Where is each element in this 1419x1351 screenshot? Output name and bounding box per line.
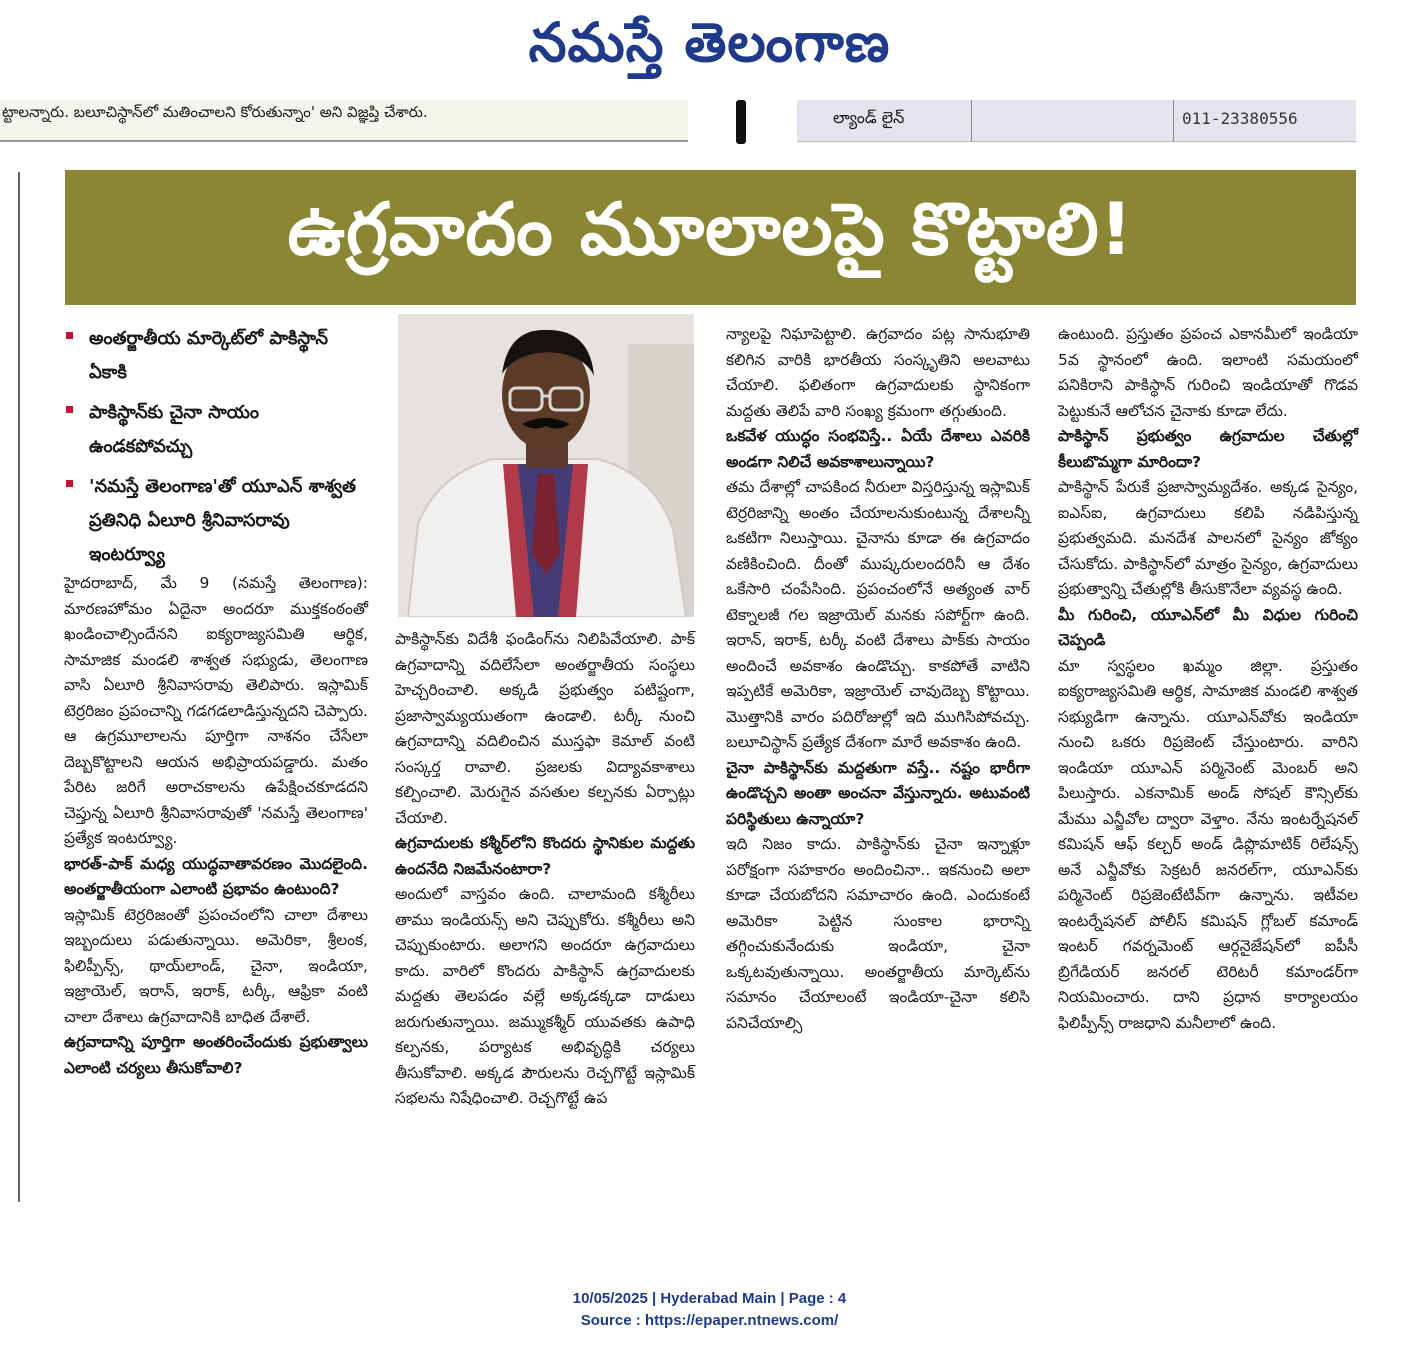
article-intro: హైదరాబాద్, మే 9 (నమస్తే తెలంగాణ): మారణహోమం ఏదైనా అందరూ ముక్తకంఠంతో ఖండించాల్సిందేనని ఐక్యరాజ్యసమితి ఆర్థిక, సామాజిక మండలి శాశ్వత సభ్యుడు, తెలంగాణ వాసి ఏలూరి శ్రీనివాసరావు తెలిపారు. ఇస్లామిక్ టెర్రరిజం ప్రపంచాన్ని గడగడలాడిస్తున్నదని చెప్పారు. ఆ ఉగ్రమూలాలను పూర్తిగా నాశనం చేసేలా దెబ్బకొట్టాలని ఆయన అభిప్రాయపడ్డారు. మతం పేరిట జరిగే అరాచకాలను ఉపేక్షించకూడదని చెప్తున్న ఏలూరి శ్రీనివాసరావుతో 'నమస్తే తెలంగాణ' ప్రత్యేక ఇంటర్వ్యూ. <box>64 574 368 847</box>
bullet-icon <box>66 406 73 413</box>
interview-question: భారత్-పాక్ మధ్య యుద్ధవాతావరణం మొదలైంది. అంతర్జాతీయంగా ఎలాంటి ప్రభావం ఉంటుంది? <box>64 854 368 898</box>
bullet-icon <box>66 332 73 339</box>
page-footer <box>0 1288 1419 1332</box>
interview-answer: తమ దేశాల్లో చాపకింద నీరులా విస్తరిస్తున్న ఇస్లామిక్ టెర్రరిజాన్ని అంతం చేయాలనుకుంటున్న దేశాలన్నీ ఒకటిగా నిలుస్తాయి. చైనాను కూడా ఈ ఉగ్రవాదం వణికించింది. దీంతో ముష్కరులందరినీ ఆ దేశం ఒకేసారి చంపేసింది. ప్రపంచంలోనే అత్యంత వార్ టెక్నాలజీ గల ఇజ్రాయెల్ మనకు సపోర్ట్‌గా ఉంది. ఇరాన్, ఇరాక్, టర్కీ వంటి దేశాలు పాక్‌కు సాయం అందించే అవకాశం ఉండొచ్చు. కాకపోతే వాటిని ఇప్పటికే అమెరికా, ఇజ్రాయెల్ చావుదెబ్బ కొట్టాయి. మొత్తానికి వారం పదిరోజుల్లో ఇది ముగిసిపోవచ్చు. బలూచిస్థాన్ ప్రత్యేక దేశంగా మారే అవకాశం ఉంది. <box>726 478 1030 751</box>
interview-question: పాకిస్థాన్ ప్రభుత్వం ఉగ్రవాదుల చేతుల్లో కీలుబొమ్మగా మారిందా? <box>1058 427 1358 471</box>
article-column-1 <box>64 571 368 1081</box>
article-column-2 <box>395 627 695 1112</box>
interview-question: ఉగ్రవాదులకు కశ్మీర్‌లోని కొందరు స్థానికుల మద్దతు ఉందనేది నిజమేనంటారా? <box>395 834 695 878</box>
divider-mark <box>736 100 746 144</box>
headline: ఉగ్రవాదం మూలాలపై కొట్టాలి! <box>287 186 1134 271</box>
article-column-4 <box>1058 322 1358 1036</box>
interview-question: చైనా పాకిస్థాన్‌కు మద్దతుగా వస్తే.. నష్టం భారీగా ఉండొచ్చని అంతా అంచనా వేస్తున్నారు. అటువంటి పరిస్థితులు ఉన్నాయా? <box>726 758 1030 828</box>
interview-question: ఉగ్రవాదాన్ని పూర్తిగా అంతరించేందుకు ప్రభుత్వాలు ఎలాంటి చర్యలు తీసుకోవాలి? <box>64 1033 368 1077</box>
highlights-list <box>66 322 366 578</box>
person-illustration <box>398 314 694 617</box>
highlight-item <box>66 396 366 464</box>
interview-answer: ఇది నిజం కాదు. పాకిస్థాన్‌కు చైనా ఇన్నాళ్లూ పరోక్షంగా సహకారం అందించినా.. ఇకనుంచి అలా కూడా చేయబోదని సమాచారం ఉంది. ఎందుకంటే అమెరికా పెట్టిన సుంకాల భారాన్ని తగ్గించుకునేందుకు ఇండియా, చైనా ఒక్కటవుతున్నాయి. అంతర్జాతీయ మార్కెట్‌ను సమానం చేయాలంటే ఇండియా-చైనా కలిసి పనిచేయాల్సి <box>726 835 1030 1032</box>
edition-info: 10/05/2025 | Hyderabad Main | Page : 4 <box>572 1290 847 1307</box>
portrait-photo <box>398 314 694 617</box>
interview-answer: మా స్వస్థలం ఖమ్మం జిల్లా. ప్రస్తుతం ఐక్యరాజ్యసమితి ఆర్థిక, సామాజిక మండలి శాశ్వత సభ్యుడిగా ఉన్నాను. యూఎన్‌వోకు ఇండియా నుంచి ఒకరు రిప్రజెంట్ చేస్తుంటారు. వారిని ఇండియా యూఎన్ పర్మినెంట్ మెంబర్ అని పిలుస్తారు. ఎకనామిక్ అండ్ సోషల్ కౌన్సిల్‌కు మేము ఎన్జీవోల ద్వారా వెళ్తాం. నేను ఇంటర్నేషనల్ కమిషన్ ఆఫ్ కల్చర్ అండ్ డిప్లొమాటిక్ రిలేషన్స్ అనే ఎన్జీవోకు సెక్రటరీ జనరల్‌గా, యూఎన్‌కు పర్మినెంట్ రిప్రజెంటేటివ్‌గా ఉన్నాను. ఇటీవల ఇంటర్నేషనల్ పోలీస్ కమిషన్ గ్లోబల్ కమాండ్ ఇంటర్ గవర్నమెంట్ ఆర్గనైజేషన్‌లో ఐపీసీ బ్రిగేడియర్ జనరల్ టెరిటరీ కమాండర్‌గా నియమించారు. దాని ప్రధాన కార్యాలయం ఫిలిప్పీన్స్ రాజధాని మనీలాలో ఉంది. <box>1058 656 1358 1032</box>
landline-label: ల్యాండ్ లైన్ <box>833 108 905 127</box>
bullet-icon <box>66 480 73 487</box>
interview-question: ఒకవేళ యుద్ధం సంభవిస్తే.. ఏయే దేశాలు ఎవరికి అండగా నిలిచే అవకాశాలున్నాయి? <box>726 427 1030 471</box>
headline-banner <box>65 170 1356 305</box>
column-divider <box>971 100 972 142</box>
interview-answer: ఇస్లామిక్ టెర్రరిజంతో ప్రపంచంలోని చాలా దేశాలు ఇబ్బందులు పడుతున్నాయి. అమెరికా, శ్రీలంక, ఫిలిప్పీన్స్, థాయ్‌లాండ్, చైనా, ఇండియా, ఇజ్రాయెల్, ఇరాన్, ఇరాక్, టర్కీ, ఆఫ్రికా వంటి చాలా దేశాలు ఉగ్రవాదానికి బాధిత దేశాలే. <box>64 905 368 1026</box>
source-link[interactable]: Source : https://epaper.ntnews.com/ <box>580 1312 839 1329</box>
interview-question: మీ గురించి, యూఎన్‌లో మీ విధుల గురించి చెప్పండి <box>1058 605 1358 649</box>
masthead-logo: నమస్తే తెలంగాణ <box>528 10 891 74</box>
interview-answer: అందులో వాస్తవం ఉంది. చాలామంది కశ్మీరీలు తాము ఇండియన్స్ అని చెప్పుకోరు. కశ్మీరీలు అని చెప్పుకుంటారు. అలాగని అందరూ ఉగ్రవాదులు కాదు. వారిలో కొందరు పాకిస్థాన్ ఉగ్రవాదులకు మద్దతు తెలపడం వల్లే అక్కడక్కడా దాడులు జరుగుతున్నాయి. జమ్ముకశ్మీర్ యువతకు ఉపాధి కల్పనకు, పర్యాటక అభివృద్ధికి చర్యలు తీసుకోవాలి. అక్కడ పౌరులను రెచ్చగొట్టే ఇస్లామిక్ సభలను నిషేధించాలి. రెచ్చగొట్టే ఉప <box>395 885 695 1107</box>
top-strip-contact <box>797 100 1356 142</box>
interview-answer: ఉంటుంది. ప్రస్తుతం ప్రపంచ ఎకానమీలో ఇండియా 5వ స్థానంలో ఉంది. ఇలాంటి సమయంలో పనికిరాని పాకిస్థాన్ గురించి ఇండియాతో గొడవ పెట్టుకునే ఆలోచన చైనాకు కూడా లేదు. <box>1058 325 1358 420</box>
highlight-item <box>66 470 366 572</box>
column-divider <box>1173 100 1174 142</box>
interview-answer: న్యాలపై నిఘాపెట్టాలి. ఉగ్రవాదం పట్ల సానుభూతి కలిగిన వారికి భారతీయ సంస్కృతిని అలవాటు చేయాలి. ఫలితంగా ఉగ్రవాదులకు స్థానికంగా మద్దతు తెలిపే వారి సంఖ్య క్రమంగా తగ్గుతుంది. <box>726 325 1030 420</box>
top-strip-left <box>0 100 688 142</box>
interview-answer: పాకిస్థాన్‌కు విదేశీ ఫండింగ్‌ను నిలిపివేయాలి. పాక్ ఉగ్రవాదాన్ని వదిలేసేలా అంతర్జాతీయ సంస్థలు హెచ్చరించాలి. అక్కడి ప్రభుత్వం పటిష్టంగా, ప్రజాస్వామ్యయుతంగా ఉండాలి. టర్కీ నుంచి ఉగ్రవాదాన్ని వదిలించిన ముస్తఫా కెమాల్ వంటి సంస్కర్త రావాలి. ప్రజలకు విద్యావకాశాలు కల్పించాలి. మెరుగైన వసతుల కల్పనకు ఏర్పాట్లు చేయాలి. <box>395 630 695 827</box>
landline-number: 011-23380556 <box>1182 109 1298 128</box>
highlight-item <box>66 322 366 390</box>
highlight-text: అంతర్జాతీయ మార్కెట్‌లో పాకిస్థాన్ ఏకాకి <box>89 328 328 383</box>
highlight-text: 'నమస్తే తెలంగాణ'తో యూఎన్ శాశ్వత ప్రతినిధి ఏలూరి శ్రీనివాసరావు ఇంటర్వ్యూ <box>89 476 357 565</box>
top-strip-text: ట్టాలన్నారు. బలూచిస్థాన్‌లో మతించాలని కోరుతున్నాం' అని విజ్ఞప్తి చేశారు. <box>2 103 428 121</box>
page-margin-rule <box>18 172 20 1202</box>
highlight-text: పాకిస్థాన్‌కు చైనా సాయం ఉండకపోవచ్చు <box>89 402 259 457</box>
article-column-3 <box>726 322 1030 1036</box>
interview-answer: పాకిస్థాన్ పేరుకే ప్రజాస్వామ్యదేశం. అక్కడ సైన్యం, ఐఎస్ఐ, ఉగ్రవాదులు కలిపి నడిపిస్తున్న ప్రభుత్వమది. మనదేశ పాలనలో సైన్యం జోక్యం చేసుకోదు. పాకిస్థాన్‌లో మాత్రం సైన్యం, ఉగ్రవాదులు ప్రభుత్వాన్ని చేతుల్లోకి తీసుకొనేలా వ్యవస్థ ఉంది. <box>1058 478 1358 598</box>
